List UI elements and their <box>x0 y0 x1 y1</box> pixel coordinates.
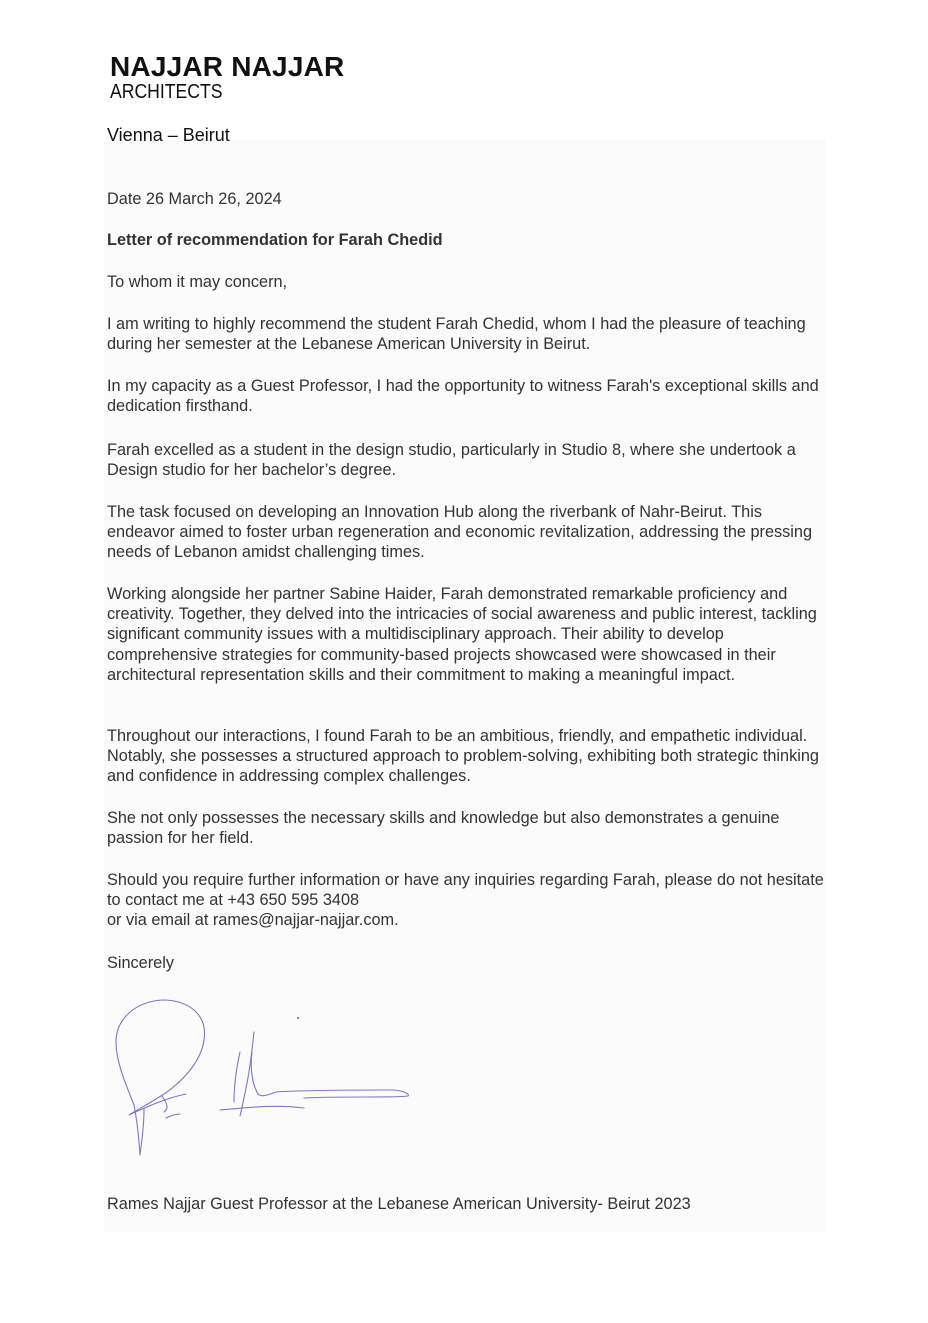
firm-name: NAJJAR NAJJAR <box>110 51 345 82</box>
paragraph: In my capacity as a Guest Professor, I had the opportunity to witness Farah's exceptional skills and dedication firsthand. <box>107 377 819 416</box>
office-cities: Vienna – Beirut <box>107 125 230 145</box>
contact-line-phone: Should you require further information or have any inquiries regarding Farah, please do not hesitate to contact me at +43 650 595 3408 <box>107 871 824 910</box>
contact-paragraph <box>107 870 831 931</box>
signature-icon <box>104 990 424 1170</box>
letter-date: Date 26 March 26, 2024 <box>107 190 282 208</box>
paragraph: Working alongside her partner Sabine Haider, Farah demonstrated remarkable proficiency and creativity. Together, they delved into the intricacies of social awareness and public interest, tackling significant community issues with a multidisciplinary approach. Their ability to develop comprehensive strategies for community-based projects showcased were showcased in their architectural representation skills and their commitment to making a meaningful impact. <box>107 585 817 684</box>
signoff-line: Rames Najjar Guest Professor at the Lebanese American University- Beirut 2023 <box>107 1195 691 1213</box>
paragraph: Throughout our interactions, I found Farah to be an ambitious, friendly, and empathetic individual. Notably, she possesses a structured approach to problem-solving, exhibiting both strategic thinking and confidence in addressing complex challenges. <box>107 727 819 786</box>
letter-subject: Letter of recommendation for Farah Chedid <box>107 231 443 249</box>
contact-line-email: or via email at rames@najjar-najjar.com. <box>107 911 399 930</box>
paragraph: The task focused on developing an Innovation Hub along the riverbank of Nahr-Beirut. This endeavor aimed to foster urban regeneration and economic revitalization, addressing the pressing needs of Lebanon amidst challenging times. <box>107 503 813 562</box>
paragraph: I am writing to highly recommend the student Farah Chedid, whom I had the pleasure of teaching during her semester at the Lebanese American University in Beirut. <box>107 315 806 354</box>
paragraph: Farah excelled as a student in the design studio, particularly in Studio 8, where she undertook a Design studio for her bachelor’s degree. <box>107 441 796 480</box>
paragraph: She not only possesses the necessary skills and knowledge but also demonstrates a genuine passion for her field. <box>107 809 780 848</box>
firm-subtitle: ARCHITECTS <box>110 81 223 103</box>
letter-greeting: To whom it may concern, <box>107 273 288 291</box>
letterhead-logo <box>110 52 344 102</box>
letter-closing: Sincerely <box>107 954 174 972</box>
